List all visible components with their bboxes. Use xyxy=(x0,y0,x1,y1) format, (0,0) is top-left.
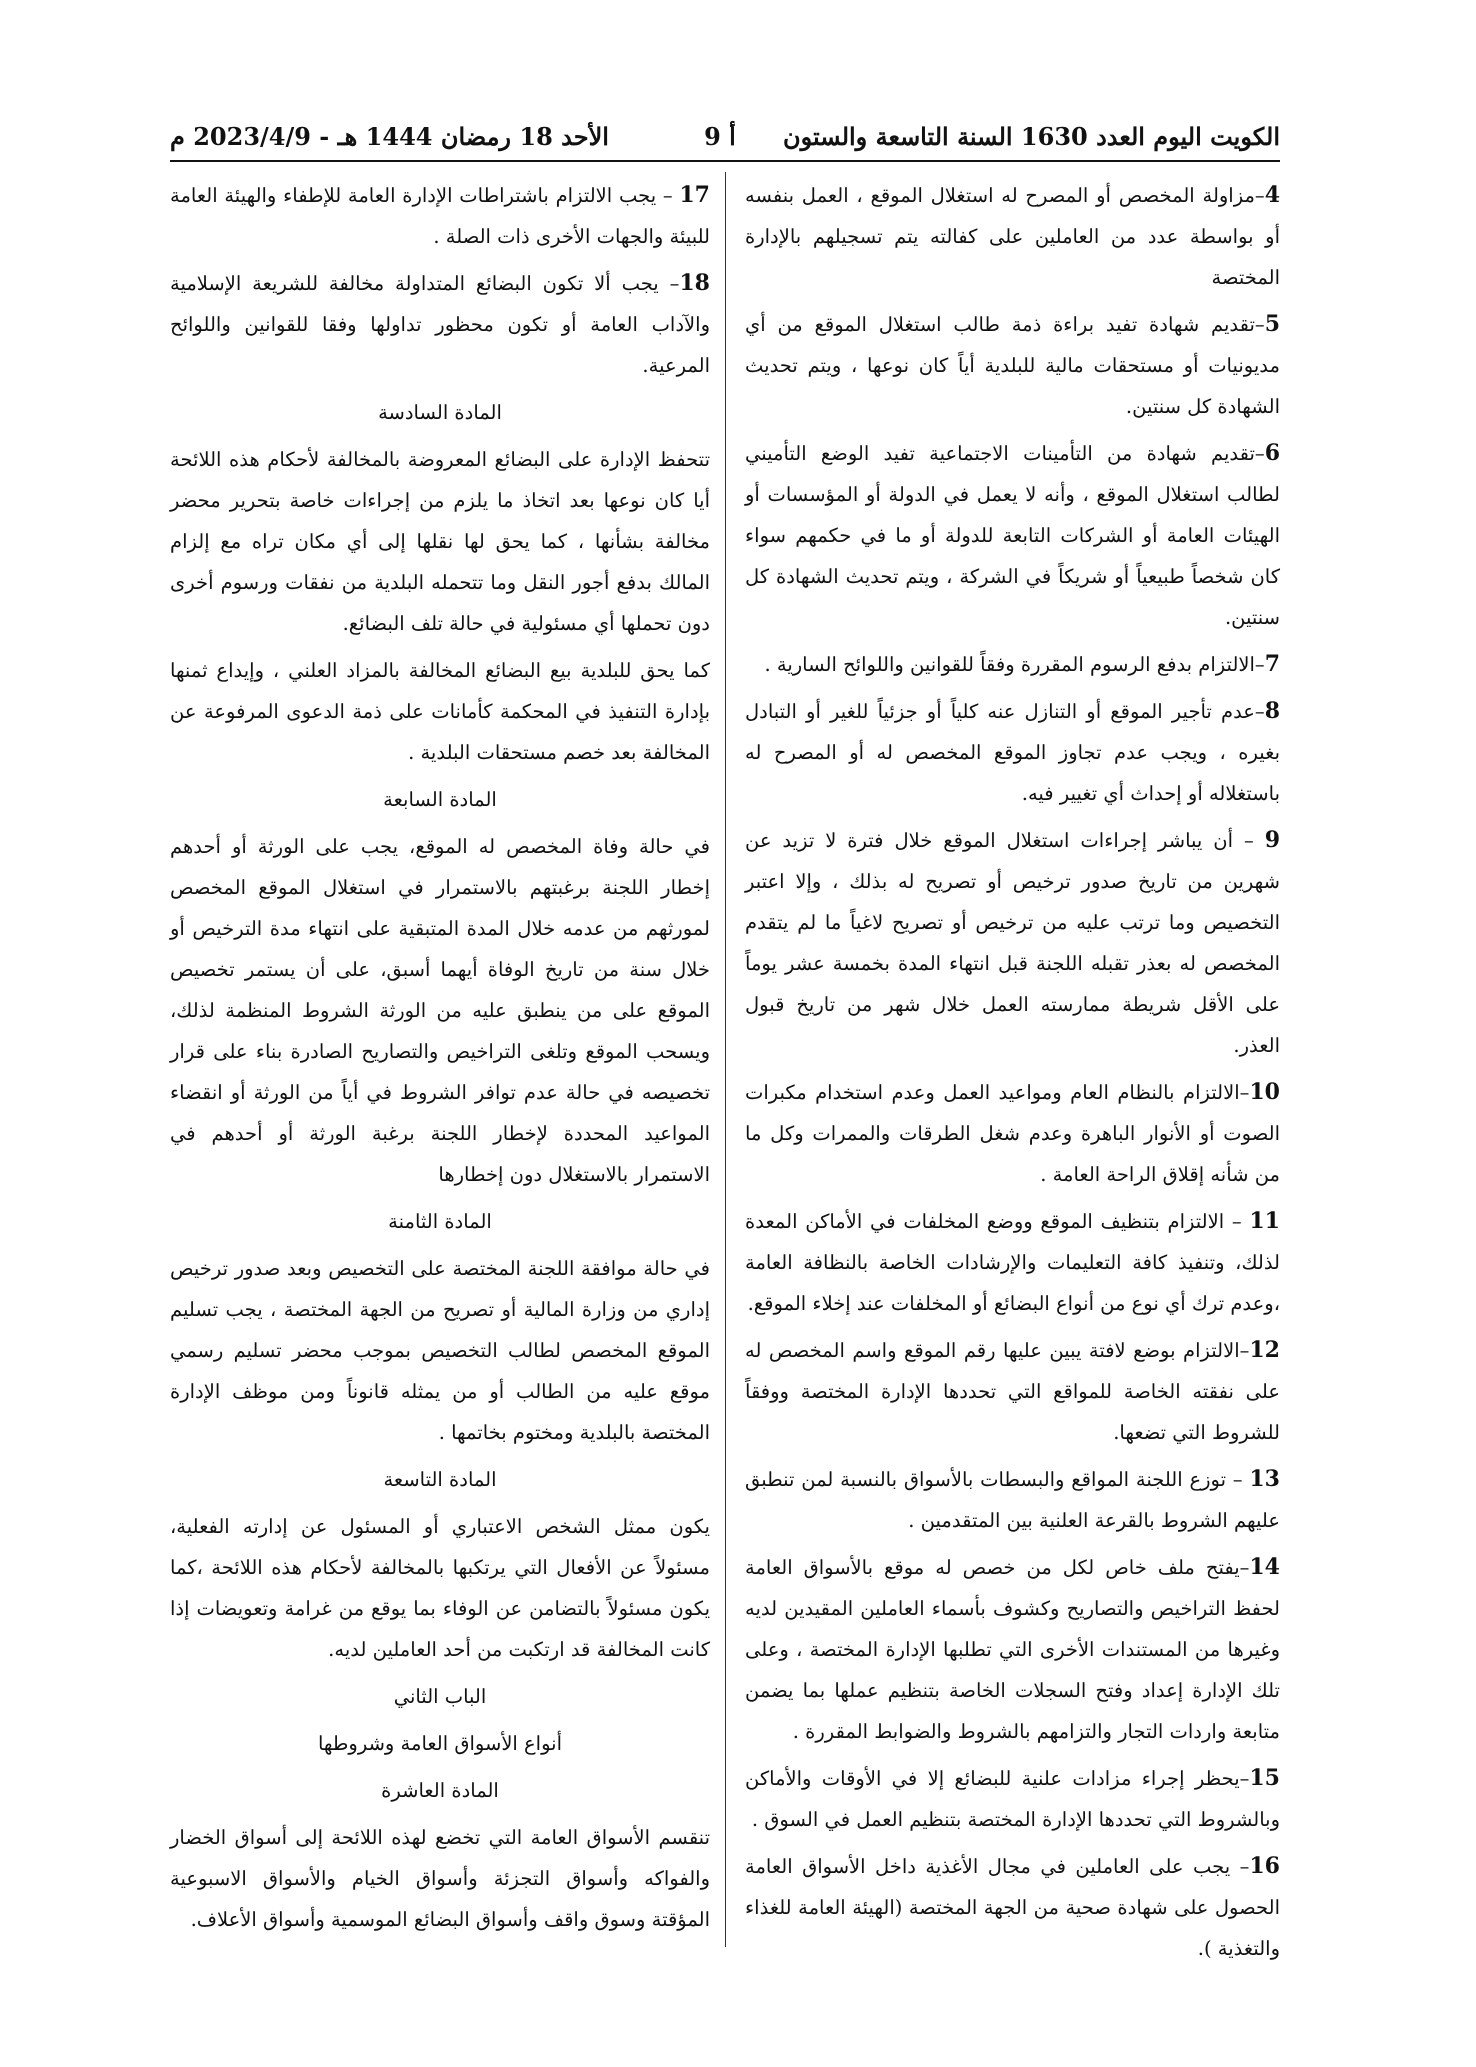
header-publication-info: الكويت اليوم العدد 1630 السنة التاسعة والستون xyxy=(783,122,1280,151)
clause-6: 6–تقديم شهادة من التأمينات الاجتماعية تفيد الوضع التأميني لطالب استغلال الموقع ، وأنه لا يعمل في الدولة أو المؤسسات أو الهيئات العامة أو الشركات التابعة للدولة أو ما في حكمهم سواء كان شخصاً طبيعياً أو شريكاً في الشركة ، ويتم تحديث الشهادة كل سنتين. xyxy=(745,440,1280,629)
clause-4: 4–مزاولة المخصص أو المصرح له استغلال الموقع ، العمل بنفسه أو بواسطة عدد من العاملين على كفالته يتم تسجيلهم بالإدارة المختصة xyxy=(745,182,1280,289)
clause-10: 10–الالتزام بالنظام العام ومواعيد العمل وعدم استخدام مكبرات الصوت أو الأنوار الباهرة وعدم شغل الطرقات والممرات وكل ما من شأنه إقلاق الراحة العامة . xyxy=(745,1079,1280,1186)
clause-12: 12–الالتزام بوضع لافتة يبين عليها رقم الموقع واسم المخصص له على نفقته الخاصة للمواقع التي تحددها الإدارة المختصة ووفقاً للشروط التي تضعها. xyxy=(745,1337,1280,1444)
article-9-heading: المادة التاسعة xyxy=(383,1468,497,1491)
chapter-2-heading: الباب الثاني xyxy=(393,1685,487,1708)
article-6-paragraph-1: تتحفظ الإدارة على البضائع المعروضة بالمخالفة لأحكام هذه اللائحة أيا كان نوعها بعد اتخاذ ما يلزم من إجراءات خاصة بتحرير محضر مخالفة بشأنها ، كما يحق لها نقلها إلى أي مكان تراه مع إلزام المالك بدفع أجور النقل وما تتحمله البلدية من نفقات ورسوم أخرى دون تحملها أي مسئولية في حالة تلف البضائع. xyxy=(170,448,710,635)
article-6-paragraph-2: كما يحق للبلدية بيع البضائع المخالفة بالمزاد العلني ، وإيداع ثمنها بإدارة التنفيذ في المحكمة كأمانات على ذمة الدعوى المرفوعة عن المخالفة بعد خصم مستحقات البلدية . xyxy=(170,659,710,764)
clause-9: 9 – أن يباشر إجراءات استغلال الموقع خلال فترة لا تزيد عن شهرين من تاريخ صدور ترخيص أو تصريح له بذلك ، وإلا اعتبر التخصيص وما ترتب عليه من ترخيص أو تصريح لاغياً ما لم يتقدم المخصص له بعذر تقبله اللجنة قبل انتهاء المدة بخمسة عشر يوماً على الأقل شريطة ممارسته العمل خلال شهر من تاريخ قبول العذر. xyxy=(745,827,1280,1057)
clause-8: 8–عدم تأجير الموقع أو التنازل عنه كلياً أو جزئياً للغير أو التبادل بغيره ، ويجب عدم تجاوز الموقع المخصص له أو المصرح له باستغلاله أو إحداث أي تغيير فيه. xyxy=(745,698,1280,805)
clause-11: 11 – الالتزام بتنظيف الموقع ووضع المخلفات في الأماكن المعدة لذلك، وتنفيذ كافة التعليمات والإرشادات الخاصة بالنظافة العامة ،وعدم ترك أي نوع من أنواع البضائع أو المخلفات عند إخلاء الموقع. xyxy=(745,1208,1280,1315)
clause-15: 15–يحظر إجراء مزادات علنية للبضائع إلا في الأوقات والأماكن وبالشروط التي تحددها الإدارة المختصة بتنظيم العمل في السوق . xyxy=(745,1765,1280,1831)
article-7-paragraph: في حالة وفاة المخصص له الموقع، يجب على الورثة أو أحدهم إخطار اللجنة برغبتهم بالاستمرار في استغلال الموقع المخصص لمورثهم من عدمه خلال المدة المتبقية على انتهاء مدة الترخيص أو خلال سنة من تاريخ الوفاة أيهما أسبق، على أن يستمر تخصيص الموقع على من ينطبق عليه من الورثة الشروط المنظمة لذلك، ويسحب الموقع وتلغى التراخيص والتصاريح الصادرة بناء على قرار تخصيصه في حالة عدم توافر الشروط في أياً من الورثة أو انقضاء المواعيد المحددة لإخطار اللجنة برغبة الورثة أو أحدهم في الاستمرار بالاستغلال دون إخطارها xyxy=(170,835,710,1186)
clause-7: 7–الالتزام بدفع الرسوم المقررة وفقاً للقوانين واللوائح السارية . xyxy=(764,651,1280,677)
article-7-heading: المادة السابعة xyxy=(383,788,497,811)
clause-5: 5–تقديم شهادة تفيد براءة ذمة طالب استغلال الموقع من أي مديونيات أو مستحقات مالية للبلدية أياً كان نوعها ، ويتم تحديث الشهادة كل سنتين. xyxy=(745,311,1280,418)
article-10-heading: المادة العاشرة xyxy=(381,1779,499,1802)
header-date: الأحد 18 رمضان 1444 هـ - 2023/4/9 م xyxy=(170,122,609,151)
header-page-number: أ 9 xyxy=(704,122,736,151)
column-divider xyxy=(725,172,726,1947)
clause-13: 13 – توزع اللجنة المواقع والبسطات بالأسواق بالنسبة لمن تنطبق عليهم الشروط بالقرعة العلنية بين المتقدمين . xyxy=(745,1466,1280,1532)
article-8-heading: المادة الثامنة xyxy=(388,1210,492,1233)
right-column xyxy=(745,175,1280,1975)
article-10-paragraph: تنقسم الأسواق العامة التي تخضع لهذه اللائحة إلى أسواق الخضار والفواكه وأسواق التجزئة وأسواق الخيام والأسواق الاسبوعية المؤقتة وسوق واقف وأسواق البضائع الموسمية وأسواق الأعلاف. xyxy=(170,1826,710,1931)
clause-18: 18– يجب ألا تكون البضائع المتداولة مخالفة للشريعة الإسلامية والآداب العامة أو تكون محظور تداولها وفقا للقوانين واللوائح المرعية. xyxy=(170,270,710,377)
left-column xyxy=(170,175,710,1946)
clause-17: 17 – يجب الالتزام باشتراطات الإدارة العامة للإطفاء والهيئة العامة للبيئة والجهات الأخرى ذات الصلة . xyxy=(170,182,710,248)
clause-14: 14–يفتح ملف خاص لكل من خصص له موقع بالأسواق العامة لحفظ التراخيص والتصاريح وكشوف بأسماء العاملين المقيدين لديه وغيرها من المستندات الأخرى التي تطلبها الإدارة المختصة ، وعلى تلك الإدارة إعداد وفتح السجلات الخاصة بتنظيم عملها بما يضمن متابعة واردات التجار والتزامهم بالشروط والضوابط المقررة . xyxy=(745,1554,1280,1743)
page-header xyxy=(170,118,1280,158)
article-6-heading: المادة السادسة xyxy=(378,401,502,424)
clause-16: 16– يجب على العاملين في مجال الأغذية داخل الأسواق العامة الحصول على شهادة صحية من الجهة المختصة (الهيئة العامة للغذاء والتغذية ). xyxy=(745,1853,1280,1960)
article-9-paragraph: يكون ممثل الشخص الاعتباري أو المسئول عن إدارته الفعلية، مسئولاً عن الأفعال التي يرتكبها بالمخالفة لأحكام هذه اللائحة ،كما يكون مسئولاً بالتضامن عن الوفاء بما يوقع من غرامة وتعويضات إذا كانت المخالفة قد ارتكبت من أحد العاملين لديه. xyxy=(170,1515,710,1661)
chapter-2-subtitle: أنواع الأسواق العامة وشروطها xyxy=(317,1732,563,1755)
article-8-paragraph: في حالة موافقة اللجنة المختصة على التخصيص وبعد صدور ترخيص إداري من وزارة المالية أو تصريح من الجهة المختصة ، يجب تسليم الموقع المخصص لطالب التخصيص بموجب محضر تسليم رسمي موقع عليه من الطالب أو من يمثله قانوناً ومن موظف الإدارة المختصة بالبلدية ومختوم بخاتمها . xyxy=(170,1257,710,1444)
header-rule xyxy=(170,160,1280,162)
